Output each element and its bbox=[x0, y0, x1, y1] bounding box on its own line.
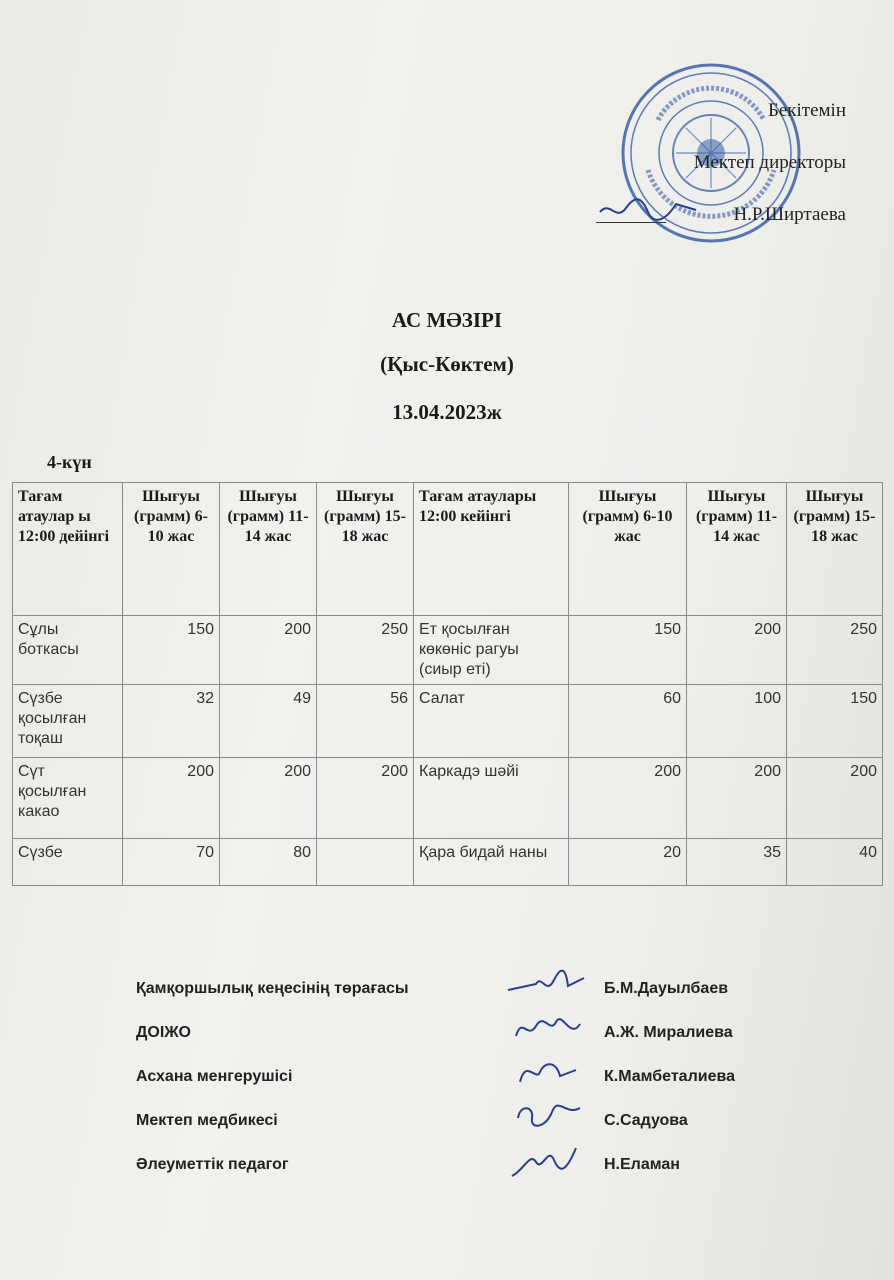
grams-cell: 200 bbox=[123, 758, 220, 839]
signatory-row bbox=[136, 1062, 776, 1092]
page-title: АС МӘЗІРІ bbox=[391, 308, 503, 332]
grams-cell: 60 bbox=[569, 685, 687, 758]
signature-icon bbox=[506, 1098, 586, 1134]
dish-name-cell: Каркадэ шәйі bbox=[414, 758, 569, 839]
signatory-row bbox=[136, 974, 776, 1004]
dish-name-cell: Сүзбе қосылған тоқаш bbox=[13, 685, 123, 758]
table-row bbox=[13, 839, 883, 886]
signature-line bbox=[596, 222, 666, 223]
signature-icon bbox=[506, 1142, 586, 1182]
menu-table bbox=[12, 482, 883, 886]
dish-name-cell: Қара бидай наны bbox=[414, 839, 569, 886]
header-cell: Шығуы (грамм) 6-10 жас bbox=[123, 483, 220, 616]
grams-cell: 20 bbox=[569, 839, 687, 886]
header-cell: Тағам атаулары 12:00 кейінгі bbox=[414, 483, 569, 616]
signatory-role: ДОІЖО bbox=[136, 1024, 191, 1041]
grams-cell: 150 bbox=[569, 616, 687, 685]
table-row bbox=[13, 616, 883, 685]
approval-block bbox=[694, 98, 846, 254]
season-subtitle: (Қыс-Көктем) bbox=[380, 352, 514, 376]
signatory-name: Н.Еламан bbox=[604, 1156, 680, 1173]
signatory-name: Б.М.Дауылбаев bbox=[604, 980, 729, 997]
grams-cell: 49 bbox=[220, 685, 317, 758]
grams-cell: 56 bbox=[317, 685, 414, 758]
signatory-role: Қамқоршылық кеңесінің төрағасы bbox=[136, 980, 409, 997]
grams-cell bbox=[317, 839, 414, 886]
menu-date: 13.04.2023ж bbox=[392, 400, 502, 424]
grams-cell: 200 bbox=[317, 758, 414, 839]
approval-person: Н.Р.Ширтаева bbox=[733, 204, 846, 225]
grams-cell: 200 bbox=[220, 616, 317, 685]
signature-icon bbox=[506, 966, 586, 1002]
table-row bbox=[13, 685, 883, 758]
approval-label: Бекітемін bbox=[767, 100, 846, 121]
grams-cell: 200 bbox=[687, 758, 787, 839]
grams-cell: 200 bbox=[687, 616, 787, 685]
header-cell: Шығуы (грамм) 11-14 жас bbox=[687, 483, 787, 616]
header-cell: Шығуы (грамм) 6-10 жас bbox=[569, 483, 687, 616]
grams-cell: 200 bbox=[220, 758, 317, 839]
header-cell: Шығуы (грамм) 15-18 жас bbox=[317, 483, 414, 616]
grams-cell: 250 bbox=[317, 616, 414, 685]
grams-cell: 32 bbox=[123, 685, 220, 758]
signature-icon bbox=[506, 1054, 586, 1090]
signatory-name: А.Ж. Миралиева bbox=[604, 1024, 733, 1041]
grams-cell: 250 bbox=[787, 616, 883, 685]
signatory-row bbox=[136, 1018, 776, 1048]
dish-name-cell: Сүзбе bbox=[13, 839, 123, 886]
table-header-row bbox=[13, 483, 883, 616]
dish-name-cell: Ет қосылған көкөніс рагуы (сиыр еті) bbox=[414, 616, 569, 685]
signatory-row bbox=[136, 1150, 776, 1180]
header-cell: Шығуы (грамм) 15-18 жас bbox=[787, 483, 883, 616]
grams-cell: 100 bbox=[687, 685, 787, 758]
grams-cell: 200 bbox=[569, 758, 687, 839]
table-row bbox=[13, 758, 883, 839]
header-cell: Шығуы (грамм) 11-14 жас bbox=[220, 483, 317, 616]
grams-cell: 70 bbox=[123, 839, 220, 886]
signatory-role: Асхана менгерушісі bbox=[136, 1068, 293, 1085]
grams-cell: 40 bbox=[787, 839, 883, 886]
signatory-name: С.Садуова bbox=[604, 1112, 688, 1129]
grams-cell: 35 bbox=[687, 839, 787, 886]
grams-cell: 80 bbox=[220, 839, 317, 886]
day-label: 4-күн bbox=[47, 452, 92, 472]
approval-position: Мектеп директоры bbox=[693, 152, 846, 173]
signature-icon bbox=[506, 1010, 586, 1046]
grams-cell: 150 bbox=[123, 616, 220, 685]
signatory-name: К.Мамбеталиева bbox=[604, 1068, 735, 1085]
signatory-role: Әлеуметтік педагог bbox=[136, 1156, 289, 1173]
dish-name-cell: Сүт қосылған какао bbox=[13, 758, 123, 839]
header-cell: Тағам атаулар ы 12:00 дейінгі bbox=[13, 483, 123, 616]
director-signature-icon bbox=[596, 192, 706, 232]
signatory-row bbox=[136, 1106, 776, 1136]
grams-cell: 200 bbox=[787, 758, 883, 839]
dish-name-cell: Салат bbox=[414, 685, 569, 758]
dish-name-cell: Сұлы боткасы bbox=[13, 616, 123, 685]
signatory-role: Мектеп медбикесі bbox=[136, 1112, 278, 1129]
grams-cell: 150 bbox=[787, 685, 883, 758]
